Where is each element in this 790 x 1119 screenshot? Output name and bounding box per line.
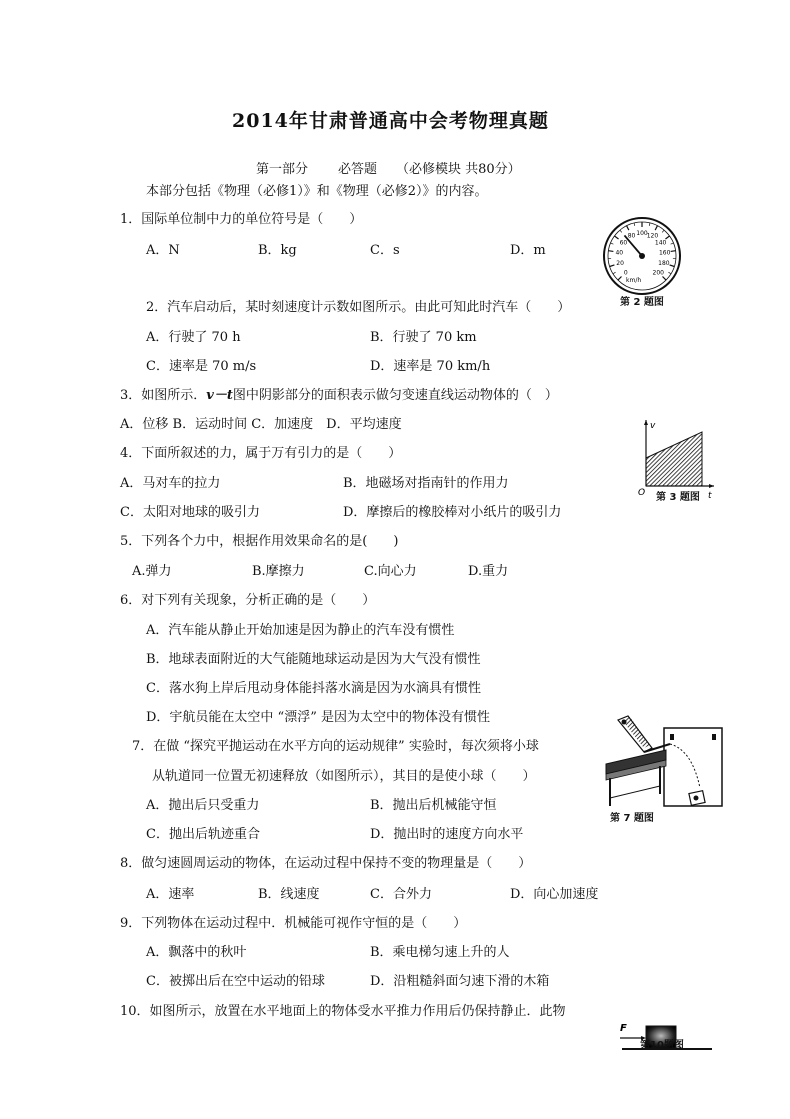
q8-stem: 8．做匀速圆周运动的物体，在运动过程中保持不变的物理量是（ ） [120, 856, 532, 871]
q4-option-c: C．太阳对地球的吸引力 [120, 505, 260, 520]
q6-option-b: B．地球表面附近的大气能随地球运动是因为大气没有惯性 [146, 652, 481, 667]
q2-option-b: B．行驶了 70 km [370, 330, 477, 345]
speedometer-tick [620, 230, 622, 232]
q1-option-b: B．kg [258, 243, 297, 258]
q6-option-c: C．落水狗上岸后甩动身体能抖落水滴是因为水滴具有惯性 [146, 681, 481, 696]
speedometer-tick [671, 251, 676, 252]
q5-stem: 5．下列各个力中，根据作用效果命名的是( ) [120, 534, 399, 549]
speedometer-tick-label: 160 [658, 249, 671, 257]
speedometer-tick-label: 40 [615, 249, 624, 257]
shaded-area [646, 432, 702, 486]
q7-option-c: C．抛出后轨迹重合 [146, 827, 260, 842]
q8-option-d: D．向心加速度 [510, 887, 599, 902]
fig3-caption: 第 3 题图 [656, 492, 700, 503]
q9-stem: 9．下列物体在运动过程中．机械能可视作守恒的是（ ） [120, 916, 467, 931]
speedometer-figure [596, 214, 706, 296]
q2-option-c: C．速率是 70 m/s [146, 359, 257, 374]
q6-option-d: D．宇航员能在太空中 “漂浮” 是因为太空中的物体没有惯性 [146, 710, 490, 725]
projectile-apparatus-figure [600, 712, 724, 808]
t-axis-label: t [708, 491, 712, 500]
speedometer-tick-label: 120 [646, 232, 659, 240]
section-intro: 本部分包括《物理（必修1）》和《物理（必修2）》的内容。 [146, 184, 488, 199]
q7-stem-line2: 从轨道同一位置无初速释放（如图所示），其目的是使小球（ ） [152, 769, 536, 784]
speedometer-tick-label: 200 [652, 269, 664, 277]
ball [622, 720, 627, 725]
q7-option-a: A．抛出后只受重力 [146, 798, 260, 813]
speedometer-tick [610, 265, 615, 267]
origin-label: O [638, 488, 646, 498]
q3-stem [120, 388, 558, 404]
q7-option-b: B．抛出后机械能守恒 [370, 798, 497, 813]
speedometer-tick [655, 226, 657, 230]
q8-option-c: C．合外力 [370, 887, 432, 902]
q9-option-b: B．乘电梯匀速上升的人 [370, 945, 510, 960]
fig10-caption: 第10题图 [640, 1040, 684, 1051]
q5-option-b: B.摩擦力 [252, 564, 305, 579]
q5-option-c: C.向心力 [364, 564, 417, 579]
section-part: 第一部分 [256, 162, 309, 177]
speedometer-tick [671, 243, 674, 244]
q4-option-d: D．摩擦后的橡胶棒对小纸片的吸引力 [343, 505, 562, 520]
speedometer-tick [611, 243, 614, 244]
speedometer-tick-label: 180 [658, 260, 670, 268]
q5-option-a: A.弹力 [132, 564, 172, 579]
q7-stem-line1: 7．在做 “探究平抛运动在水平方向的运动规律” 实验时，每次须将小球 [132, 739, 539, 754]
speedometer-tick [627, 226, 629, 230]
q1-option-d: D．m [510, 243, 546, 258]
q5-option-d: D.重力 [468, 564, 509, 579]
q6-option-a: A．汽车能从静止开始加速是因为静止的汽车没有惯性 [146, 623, 455, 638]
q4-option-b: B．地磁场对指南针的作用力 [343, 476, 509, 491]
q8-option-b: B．线速度 [258, 887, 320, 902]
q2-option-a: A．行驶了 70 h [146, 330, 241, 345]
page-title: 2014年甘肃普通高中会考物理真题 [232, 110, 549, 132]
speedometer-tick-label: 60 [619, 239, 628, 247]
speedometer-tick [634, 223, 635, 226]
speedometer-unit: km/h [626, 277, 642, 284]
speedometer-tick-label: 80 [627, 232, 636, 240]
fig7-caption: 第 7 题图 [610, 813, 654, 824]
q8-option-a: A．速率 [146, 887, 195, 902]
section-name: 必答题 [338, 162, 378, 177]
speedometer-tick [614, 236, 618, 239]
force-label: F [620, 1023, 627, 1034]
speedometer-tick [662, 230, 664, 232]
q1-stem: 1．国际单位制中力的单位符号是（ ） [120, 212, 363, 227]
fig2-caption: 第 2 题图 [620, 297, 664, 308]
speedometer-tick [668, 272, 671, 274]
speedometer-tick-label: 140 [654, 239, 667, 247]
speedometer-tick [663, 277, 667, 281]
q1-option-a: A．N [146, 243, 180, 258]
q2-stem: 2．汽车启动后，某时刻速度计示数如图所示。由此可知此时汽车（ ） [146, 300, 571, 315]
speedometer-tick [618, 277, 622, 281]
q2-option-d: D．速率是 70 km/h [370, 359, 491, 374]
q10-stem: 10．如图所示，放置在水平地面上的物体受水平推力作用后仍保持静止．此物 [120, 1004, 566, 1019]
q9-option-c: C．被掷出后在空中运动的铅球 [146, 974, 325, 989]
q3-vt-symbol: v－t [206, 388, 233, 403]
section-note: （必修模块 共80分） [396, 162, 521, 177]
q7-option-d: D．抛出时的速度方向水平 [370, 827, 524, 842]
q9-option-d: D．沿粗糙斜面匀速下滑的木箱 [370, 974, 550, 989]
speedometer-tick-label: 0 [623, 269, 628, 277]
q3-stem-suffix: 图中阴影部分的面积表示做匀变速直线运动物体的（ ） [232, 388, 558, 403]
q6-stem: 6．对下列有关现象，分析正确的是（ ） [120, 593, 376, 608]
speedometer-tick [613, 272, 616, 274]
q1-option-c: C．s [370, 243, 400, 258]
v-axis-label: v [650, 421, 656, 431]
q4-option-a: A．马对车的拉力 [120, 476, 221, 491]
q4-stem: 4．下面所叙述的力，属于万有引力的是（ ） [120, 446, 402, 461]
speedometer-tick [649, 223, 650, 226]
q9-option-a: A．飘落中的秋叶 [146, 945, 247, 960]
q3-options: A．位移 B．运动时间 C．加速度 D．平均速度 [120, 417, 402, 432]
speedometer-tick [608, 251, 613, 252]
speedometer-tick-label: 20 [616, 260, 624, 268]
q3-stem-prefix: 3．如图所示． [120, 388, 207, 403]
speedometer-tick [670, 265, 675, 267]
speedometer-tick-label: 100 [636, 230, 648, 237]
